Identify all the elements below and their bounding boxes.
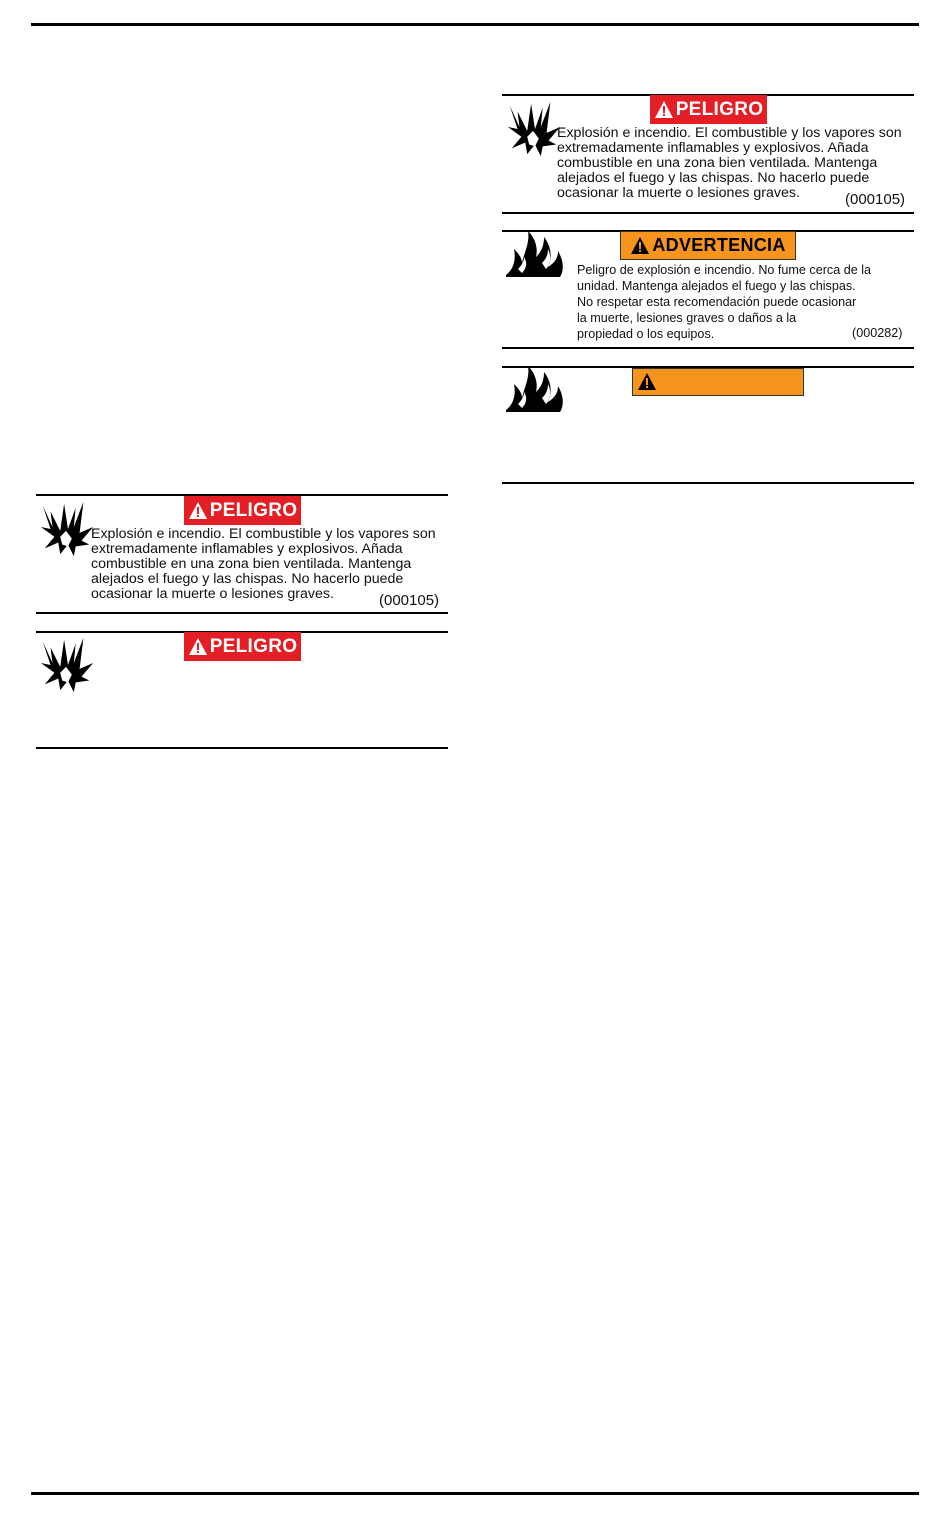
notice-bottom-rule bbox=[36, 747, 448, 749]
explosion-icon bbox=[505, 98, 563, 158]
danger-signal-word bbox=[184, 496, 301, 525]
notice-bottom-rule bbox=[502, 482, 914, 484]
notice-bottom-rule bbox=[502, 347, 914, 349]
warning-triangle-icon bbox=[188, 501, 208, 521]
notice-code: (000282) bbox=[852, 326, 903, 340]
notice-code: (000105) bbox=[845, 191, 906, 208]
notice-code: (000105) bbox=[379, 592, 440, 609]
notice-bottom-rule bbox=[36, 612, 448, 614]
warning-triangle-icon bbox=[630, 236, 650, 256]
danger-message: Explosión e incendio. El combustible y los vapores son extremadamente inflamables y explosivos. Añada combustible en una zona bien ventilada. Mantenga alejados el fuego y las chispas. No hacerlo puede ocasionar la muerte o lesiones graves. bbox=[557, 125, 902, 201]
danger-signal-word bbox=[184, 632, 301, 661]
danger-signal-word bbox=[650, 95, 767, 124]
explosion-icon bbox=[38, 498, 96, 558]
warning-triangle-icon bbox=[188, 637, 208, 657]
top-rule bbox=[31, 23, 919, 26]
danger-message: Explosión e incendio. El combustible y los vapores son extremadamente inflamables y explosivos. Añada combustible en una zona bien ventilada. Mantenga alejados el fuego y las chispas. No hacerlo puede ocasionar la muerte o lesiones graves. bbox=[91, 526, 436, 602]
warning-signal-word bbox=[620, 231, 796, 260]
warning-triangle-icon bbox=[637, 372, 657, 392]
signal-label: PELIGRO bbox=[209, 635, 298, 657]
notice-bottom-rule bbox=[502, 212, 914, 214]
fire-icon bbox=[503, 229, 565, 279]
explosion-icon bbox=[38, 634, 96, 694]
warning-signal-word-blank bbox=[632, 368, 804, 396]
signal-label: PELIGRO bbox=[209, 499, 298, 521]
signal-label: ADVERTENCIA bbox=[652, 235, 786, 255]
warning-triangle-icon bbox=[654, 100, 674, 120]
fire-icon bbox=[503, 364, 565, 414]
signal-label: PELIGRO bbox=[675, 98, 764, 120]
bottom-rule bbox=[31, 1492, 919, 1495]
warning-message: Peligro de explosión e incendio. No fume cerca de la unidad. Mantenga alejados el fuego y las chispas. No respetar esta recomendación puede ocasionar la muerte, lesiones graves o daños a la propiedad o los equipos. bbox=[577, 263, 872, 341]
